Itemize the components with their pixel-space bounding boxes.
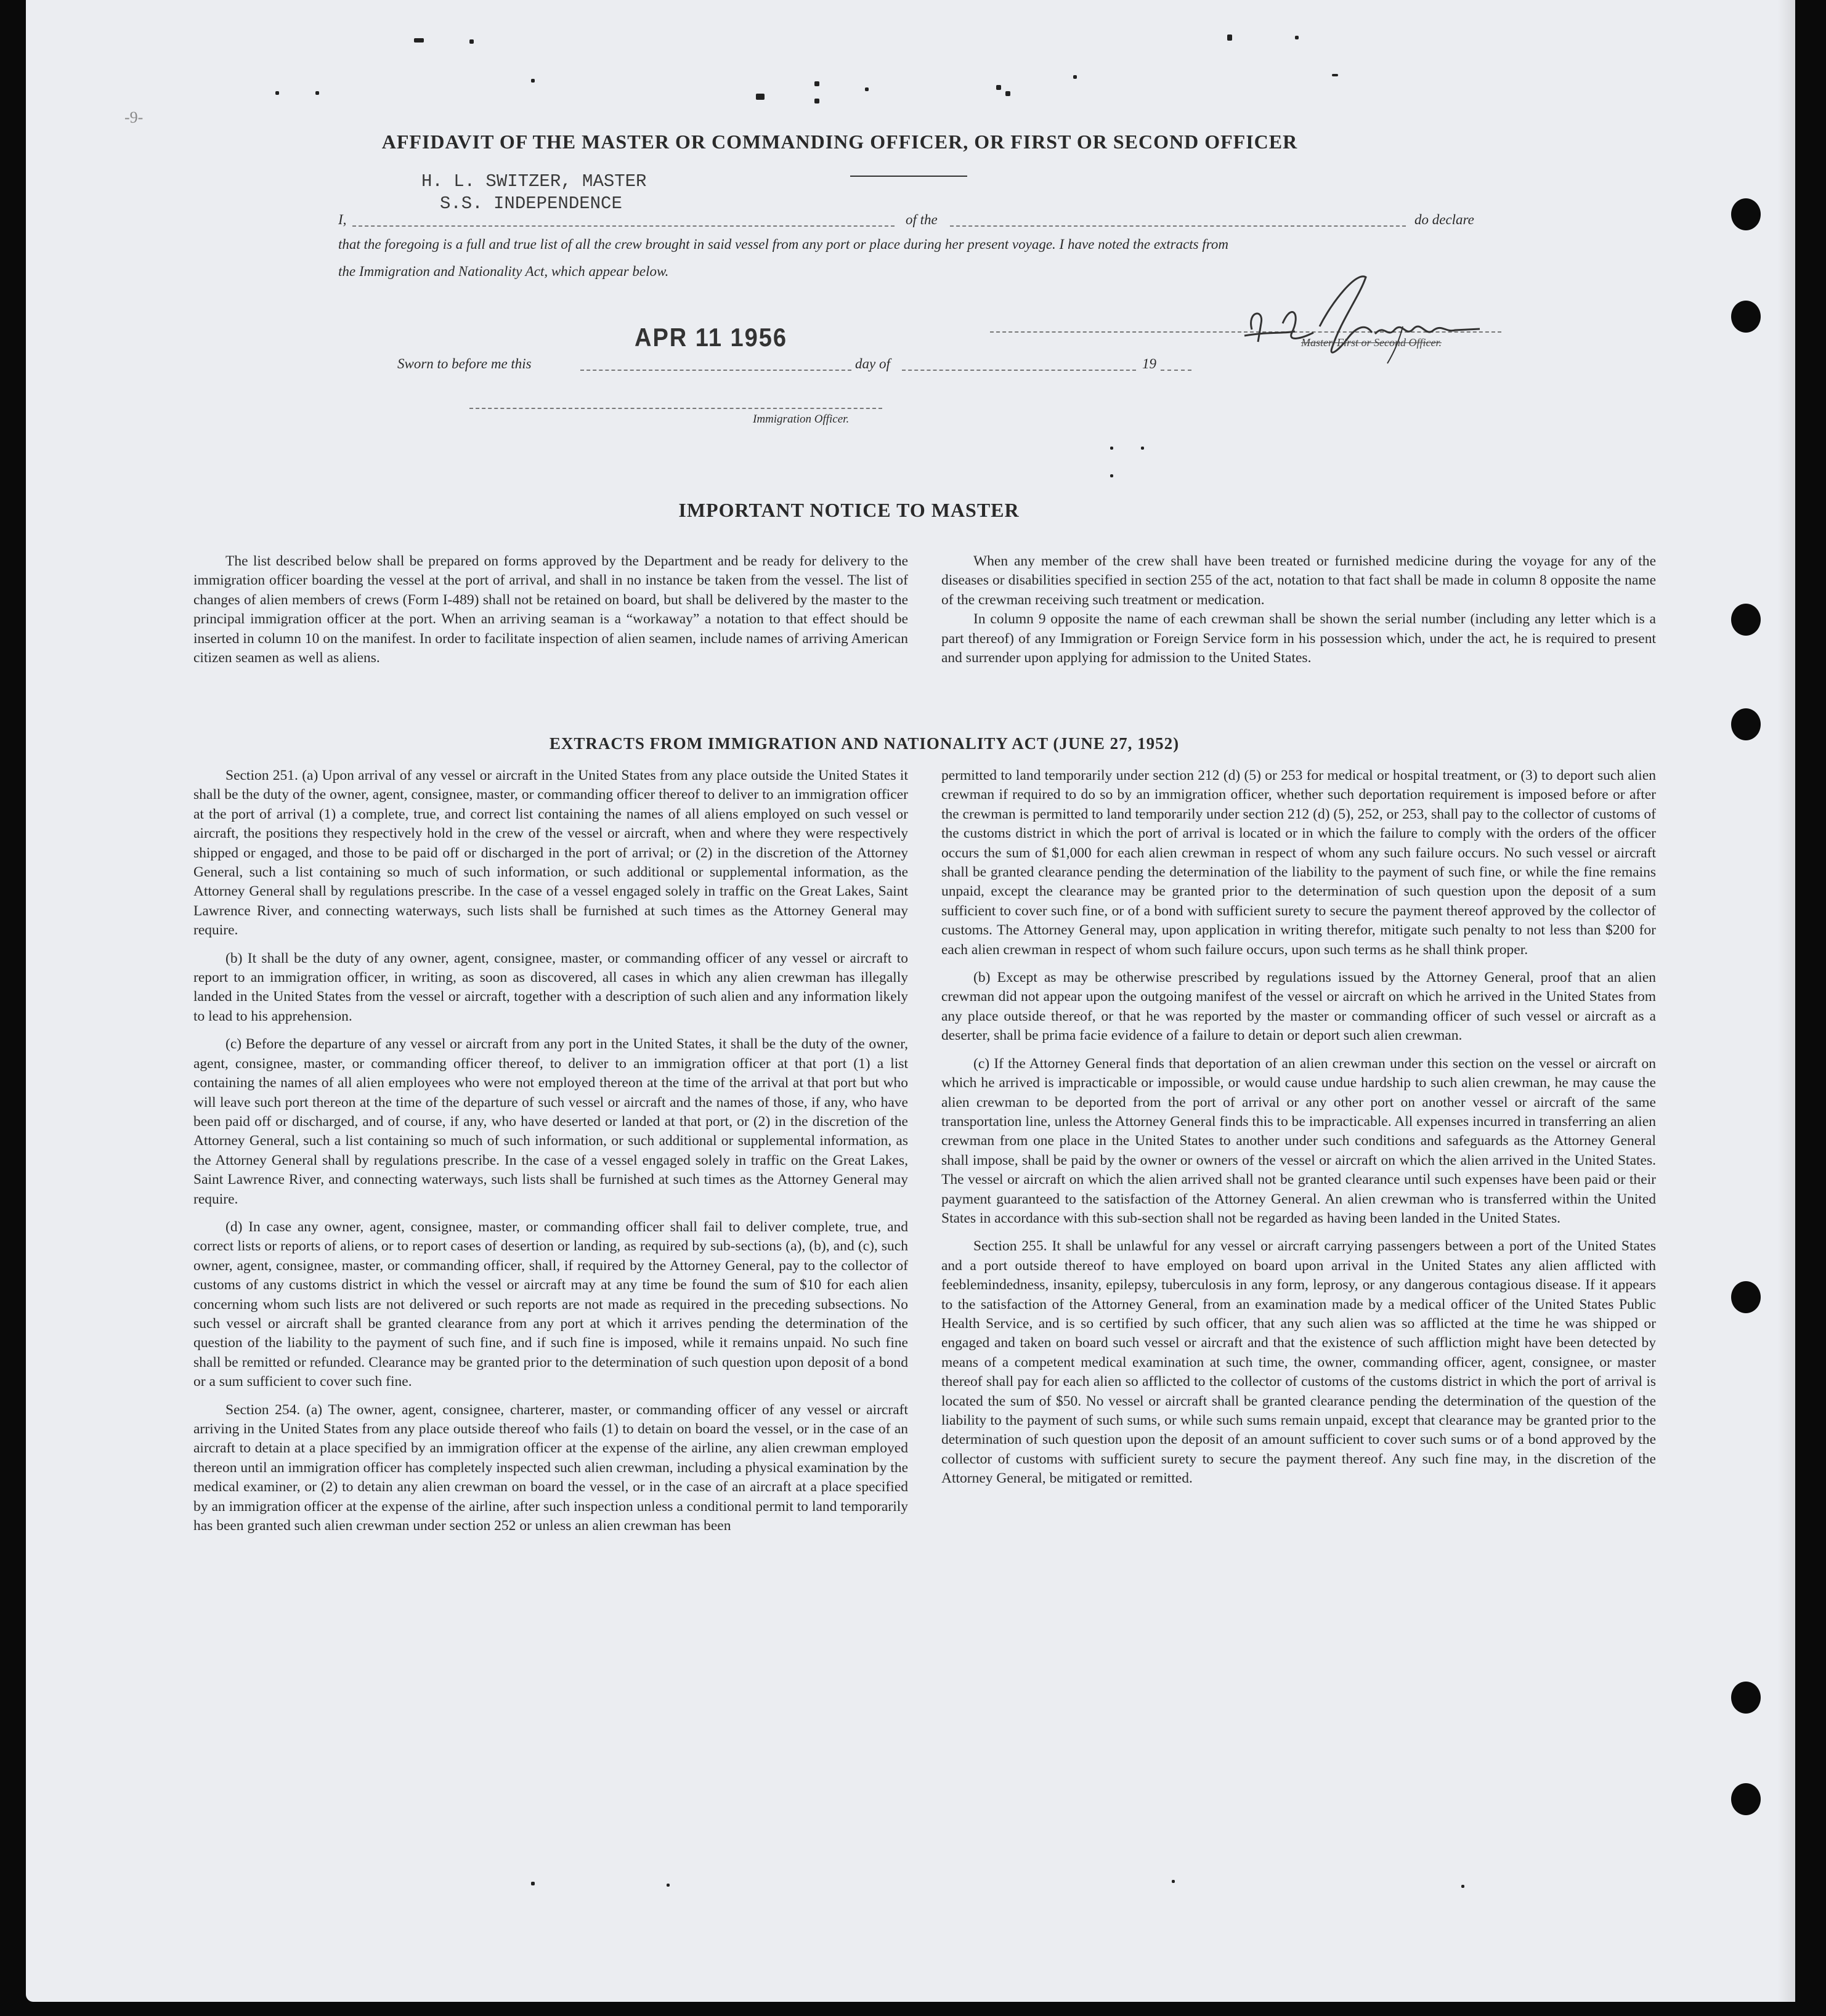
scan-speck — [531, 1882, 535, 1885]
section-255: Section 255. It shall be unlawful for any vessel or aircraft carrying passengers between a port of the United States and a port outside thereof to have employed on board upon arrival in the United States any alien afflicted with feeblemindedness, insanity, epilepsy, tuberculosis in any form, leprosy, or any dangerous contagious disease. If it appears to the satisfaction of the Attorney General, from an examination made by a medical officer of the United States Public Health Service, and is so certified by such officer, that any such alien was so afflicted at the time he was shipped or engaged and taken on board such vessel or aircraft and that the existence of such affliction might have been detected by means of a competent medical examination at such time, the owner, commanding officer, agent, consignee, or master thereof shall pay for each alien so afflicted to the collector of customs of the customs district in which the port of arrival is located the sum of $50. No vessel or aircraft shall be granted clearance pending the determination of the question of the liability to the payment of such sums, or while such sums remain unpaid, except that clearance may be granted prior to the determination of such question upon the deposit of an amount sufficient to cover such sums or of a bond approved by the collector of customs with sufficient surety to secure the payment thereof. Any such fine may, in the discretion of the Attorney General, be mitigated or remitted. — [941, 1238, 1656, 1487]
section-254-a-continued: permitted to land temporarily under section 212 (d) (5) or 253 for medical or hospital treatment, or (3) to deport such alien crewman if required to do so by an immigration officer, whether such deportation requirement is imposed before or after the crewman is permitted to land temporarily under section 212 (d) (5), 252, or 253, shall pay to the collector of customs of the customs district in which the port of arrival is located or in which the failure to comply with the orders of the officer occurs the sum of $1,000 for each alien crewman in respect of whom any such failure occurs. No such vessel or aircraft shall be granted clearance pending the determination of the liability to the payment of such fine, or while the fine remains unpaid, except the clearance may be granted prior to the determination of such question upon the deposit of a sum sufficient to cover such fine, or of a bond with sufficient surety to secure the payment thereof approved by the collector of customs. The Attorney General may, upon application in writing therefor, mitigate such penalty to not less than $200 for each alien crewman in respect of whom such failure occurs, upon such terms as he shall think proper. — [941, 767, 1656, 958]
scan-speck — [1332, 74, 1338, 76]
typed-master-name: H. L. SWITZER, MASTER — [421, 171, 647, 192]
punch-hole — [1731, 1281, 1761, 1313]
punch-hole — [1731, 604, 1761, 636]
scan-speck — [756, 94, 765, 100]
signature-caption: Master, First or Second Officer. — [1301, 336, 1442, 349]
scan-speck — [1461, 1885, 1464, 1888]
scan-speck — [1073, 75, 1077, 79]
scan-speck — [1110, 474, 1113, 477]
page-marker: -9- — [124, 108, 144, 126]
page-edge-shadow — [1778, 0, 1795, 2002]
extracts-right-column — [941, 766, 1656, 1497]
extracts-title: EXTRACTS FROM IMMIGRATION AND NATIONALITY ACT (JUNE 27, 1952) — [549, 734, 1180, 753]
scan-speck — [275, 91, 279, 95]
sworn-month-blank — [902, 370, 1136, 371]
scan-speck — [667, 1884, 670, 1887]
scan-speck — [531, 79, 535, 83]
scan-speck — [315, 91, 319, 95]
section-251-a: Section 251. (a) Upon arrival of any vessel or aircraft in the United States from any place outside the United States it shall be the duty of the owner, agent, consignee, master, or commanding officer thereof to deliver to an immigration officer at the port of arrival (1) a complete, true, and correct list containing the names of all aliens employed on such vessel or aircraft, the positions they respectively hold in the crew of the vessel or aircraft, when and where they were respectively shipped or engaged, and those to be paid off or discharged in the port of arrival; or (2) in the discretion of the Attorney General, such a list containing so much of such information, or such additional or supplemental information, as the Attorney General shall by regulations prescribe. In the case of a vessel engaged solely in traffic on the Great Lakes, Saint Lawrence River, and connecting waterways, such lists shall be furnished at such times as the Attorney General may require. — [193, 767, 908, 939]
section-254-a: Section 254. (a) The owner, agent, consignee, charterer, master, or commanding officer of any vessel or aircraft arriving in the United States from any place outside thereof who fails (1) to detain on board the vessel, or in the case of an aircraft to detain at a place specified by an immigration officer at the expense of the airline, any alien crewman employed thereon until an immigration officer has completely inspected such alien crewman, including a physical examination by the medical examiner, or (2) to detain any alien crewman on board the vessel, or in the case of an aircraft at a place specified by an immigration officer at the expense of the airline, after such inspection unless a conditional permit to land temporarily has been granted such alien crewman under section 252 or unless an alien crewman has been — [193, 1401, 908, 1534]
extracts-left-column — [193, 766, 908, 1544]
notice-left-column — [193, 552, 908, 668]
typed-vessel-name: S.S. INDEPENDENCE — [440, 193, 622, 214]
immigration-officer-line — [469, 408, 882, 409]
section-251-d: (d) In case any owner, agent, consignee, master, or commanding officer shall fail to deliver complete, true, and correct lists or reports of aliens, or to report cases of desertion or landing, as required by sub-sections (a), (b), and (c), such owner, agent, consignee, master, or commanding officer, shall, if required by the Attorney General, pay to the collector of customs of any customs district in which the vessel or aircraft may at any time be found the sum of $10 for each alien concerning whom such lists are not delivered or such reports are not made as required in the preceding subsections. No such vessel or aircraft shall be granted clearance from any port at which it arrives pending the determination of the question of the liability to the payment of such fine, and if such fine is imposed, while it remains unpaid. No such fine shall be remitted or refunded. Clearance may be granted prior to the determination of such question upon deposit of a bond or a sum sufficient to cover such fine. — [193, 1218, 908, 1390]
notice-left-paragraph: The list described below shall be prepared on forms approved by the Department and be ready for delivery to the immigration officer boarding the vessel at the port of arrival, and shall in no instance be taken from the vessel. The list of changes of alien members of crews (Form I-489) shall not be retained on board, but shall be delivered by the master to the principal immigration officer at the port. When an arriving seaman is a “workaway” a notation to that effect should be inserted in column 10 on the manifest. In order to facilitate inspection of alien seamen, include names of arriving American citizen seamen as well as aliens. — [193, 553, 908, 666]
scan-speck — [1295, 36, 1299, 39]
day-of-label: day of — [855, 356, 890, 371]
declaration-line-2: the Immigration and Nationality Act, which appear below. — [338, 264, 669, 279]
document-page — [26, 0, 1795, 2002]
scan-speck — [814, 81, 819, 86]
punch-hole — [1731, 1783, 1761, 1815]
sworn-label: Sworn to before me this — [397, 356, 532, 371]
name-blank-line — [352, 225, 895, 227]
sworn-day-blank — [580, 370, 851, 371]
notice-right-column — [941, 552, 1656, 668]
punch-hole — [1731, 1682, 1761, 1714]
affidavit-title: AFFIDAVIT OF THE MASTER OR COMMANDING OFFICER, OR FIRST OR SECOND OFFICER — [381, 131, 1298, 153]
declaration-line-1: that the foregoing is a full and true list of all the crew brought in said vessel from any port or place during her present voyage. I have noted the extracts from — [338, 237, 1228, 252]
i-label: I, — [338, 212, 347, 227]
do-declare-label: do declare — [1414, 212, 1474, 227]
of-the-label: of the — [906, 212, 938, 227]
handwritten-signature — [1233, 265, 1492, 373]
scan-speck — [469, 39, 474, 44]
scan-speck — [814, 99, 819, 103]
scan-speck — [1172, 1880, 1175, 1883]
immigration-officer-label: Immigration Officer. — [753, 413, 850, 426]
punch-hole — [1731, 708, 1761, 740]
scan-speck — [1110, 447, 1113, 450]
scan-speck — [414, 38, 424, 43]
scan-speck — [865, 87, 869, 91]
section-251-b: (b) It shall be the duty of any owner, agent, consignee, master, or commanding officer of any vessel or aircraft to report to an immigration officer, in writing, as soon as discovered, all cases in which any alien crewman has illegally landed in the United States from the vessel or aircraft, together with a description of such alien and any information likely to lead to his apprehension. — [193, 950, 908, 1024]
date-stamp: APR 11 1956 — [635, 323, 788, 353]
section-254-b: (b) Except as may be otherwise prescribed by regulations issued by the Attorney General, proof that an alien crewman did not appear upon the outgoing manifest of the vessel or aircraft on which he arrived in the United States from any place outside thereof, or that he was reported by the master or commanding officer of such vessel or aircraft as a deserter, shall be prima facie evidence of a failure to detain or deport such alien crewman. — [941, 970, 1656, 1044]
punch-hole — [1731, 301, 1761, 333]
notice-right-paragraph-1: When any member of the crew shall have been treated or furnished medicine during the voyage for any of the diseases or disabilities specified in section 255 of the act, notation to that fact shall be made in column 8 opposite the name of the crewman receiving such treatment or medication. — [941, 553, 1656, 608]
punch-hole — [1731, 198, 1761, 230]
title-rule — [850, 176, 967, 177]
scan-speck — [996, 85, 1001, 90]
section-254-c: (c) If the Attorney General finds that deportation of an alien crewman under this section on the vessel or aircraft on which he arrived is impracticable or impossible, or would cause undue hardship to such alien crewman, he may cause the alien crewman to be deported from the port of arrival or any other port on another vessel or aircraft of the same transportation line, unless the Attorney General finds this to be impracticable. All expenses incurred in transferring an alien crewman from one place in the United States to another under such conditions and safeguards as the Attorney General shall impose, shall be paid by the owner or owners of the vessel or aircraft on which the alien arrived in the United States. The vessel or aircraft on which the alien arrived shall not be granted clearance until such expenses have been paid or their payment guaranteed to the satisfaction of the Attorney General. An alien crewman who is transferred within the United States in accordance with this sub-section shall not be regarded as having been landed in the United States. — [941, 1055, 1656, 1226]
section-251-c: (c) Before the departure of any vessel or aircraft from any port in the United States, it shall be the duty of the owner, agent, consignee, master, or commanding officer thereof, to deliver to an immigration officer at that port (1) a list containing the names of all alien employees who were not employed thereon at the time of the arrival at that port but who will leave such port thereon at the time of the departure of such vessel or aircraft and the names of those, if any, who have been paid off or discharged, and of course, if any, who have deserted or landed at that port, or (2) in the discretion of the Attorney General, such a list containing so much of such information, or such additional or supplemental information, as the Attorney General shall by regulations prescribe. In the case of a vessel engaged solely in traffic on the Great Lakes, Saint Lawrence River, and connecting waterways, such lists shall be furnished at such times as the Attorney General may require. — [193, 1036, 908, 1207]
scan-speck — [1141, 447, 1144, 450]
notice-right-paragraph-2: In column 9 opposite the name of each crewman shall be shown the serial number (including any letter which is a part thereof) of any Immigration or Foreign Service form in his possession which, under the act, he is required to present and surrender upon applying for admission to the United States. — [941, 611, 1656, 666]
scan-speck — [1227, 34, 1232, 41]
scan-speck — [1005, 91, 1010, 96]
vessel-blank-line — [950, 225, 1406, 227]
year-blank — [1161, 370, 1191, 371]
notice-title: IMPORTANT NOTICE TO MASTER — [678, 499, 1020, 521]
year-label: 19 — [1142, 356, 1156, 371]
